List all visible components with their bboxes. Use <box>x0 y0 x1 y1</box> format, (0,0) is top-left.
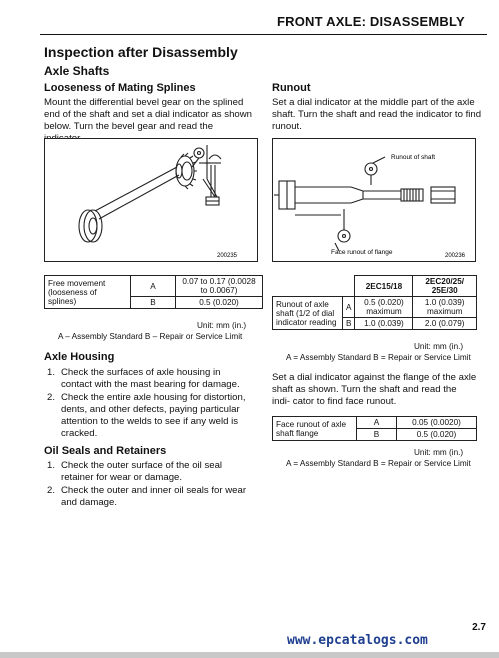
runout-table-b-1: 1.0 (0.039) <box>355 318 413 330</box>
bottom-bar <box>0 652 499 658</box>
page-number: 2.7 <box>472 622 486 633</box>
splines-text: Mount the differential bevel gear on the splined end of the shaft and set a dial indicator as shown below. Turn the bevel gear and read the <box>44 97 252 132</box>
runout-table-a-2: 1.0 (0.039) maximum <box>413 297 477 318</box>
face-runout-table <box>272 416 477 441</box>
legend-note-left: A – Assembly Standard B – Repair or Service Limit <box>58 332 243 341</box>
runout-heading: Runout <box>272 82 311 94</box>
axle-housing-heading: Axle Housing <box>44 351 115 363</box>
label-face-runout: Face runout of flange <box>331 249 393 256</box>
footer-url-link[interactable]: www.epcatalogs.com <box>287 633 428 648</box>
page-title: Inspection after Disassembly <box>44 44 238 60</box>
oil-seals-heading: Oil Seals and Retainers <box>44 445 167 457</box>
runout-table-key-a: A <box>343 297 355 318</box>
runout-illustration <box>273 139 475 261</box>
axle-spline-illustration <box>45 139 257 261</box>
label-runout-of-shaft: Runout of shaft <box>391 154 436 161</box>
axle-shafts-heading: Axle Shafts <box>44 64 110 78</box>
runout-table-a-1: 0.5 (0.020) maximum <box>355 297 413 318</box>
list-item: 1. Check the surfaces of axle housing in contact with the mast bearing for damage. <box>47 367 240 390</box>
runout-table-key-b: B <box>343 318 355 330</box>
face-runout-table-value-b: 0.5 (0.020) <box>397 429 477 441</box>
list-item: 2. Check the outer and inner oil seals for wear and damage. <box>47 485 247 508</box>
splines-table-label: Free movement (looseness of splines) <box>45 276 131 309</box>
runout-table-b-2: 2.0 (0.079) <box>413 318 477 330</box>
section-header: FRONT AXLE: DISASSEMBLY <box>277 14 465 29</box>
unit-note-right-1: Unit: mm (in.) <box>414 342 464 351</box>
splines-table-key-a: A <box>131 276 176 297</box>
unit-note-right-2: Unit: mm (in.) <box>414 448 464 457</box>
splines-table-value-b: 0.5 (0.020) <box>176 297 263 309</box>
face-runout-table-key-a: A <box>357 417 397 429</box>
splines-table-value-a: 0.07 to 0.17 (0.0028 to 0.0067) <box>176 276 263 297</box>
face-runout-table-label: Face runout of axle shaft flange <box>273 417 357 441</box>
legend-note-right-2: A = Assembly Standard B = Repair or Service Limit <box>286 459 471 468</box>
splines-heading: Looseness of Mating Splines <box>44 82 196 94</box>
runout-table-label: Runout of axle shaft (1/2 of dial indicator reading <box>273 297 343 330</box>
axle-housing-list <box>46 367 254 441</box>
list-item: 1. Check the outer surface of the oil seal retainer for wear or damage. <box>47 460 223 483</box>
runout-figure <box>272 138 476 262</box>
flange-text: Set a dial indicator against the flange of the axle shaft as shown. Turn the shaft and read the indi- cator to find face runout. <box>272 372 477 407</box>
face-runout-table-key-b: B <box>357 429 397 441</box>
spline-figure <box>44 138 258 262</box>
splines-table <box>44 275 263 309</box>
splines-table-key-b: B <box>131 297 176 309</box>
oil-seals-list <box>46 460 254 510</box>
runout-table <box>272 275 477 330</box>
figure-number: 200235 <box>217 253 238 259</box>
face-runout-table-value-a: 0.05 (0.0020) <box>397 417 477 429</box>
unit-note-left: Unit: mm (in.) <box>197 321 247 330</box>
runout-text: Set a dial indicator at the middle part of the axle shaft. Turn the shaft and read the indicator to find runout. <box>272 97 482 132</box>
runout-table-col1: 2EC15/18 <box>355 276 413 297</box>
legend-note-right-1: A = Assembly Standard B = Repair or Service Limit <box>286 353 471 362</box>
list-item: 2. Check the entire axle housing for distortion, dents, and other defects, paying particular attention to the welds to see if any weld is cracked. <box>47 392 246 439</box>
header-rule <box>40 34 487 35</box>
figure-number: 200236 <box>445 253 466 259</box>
runout-table-col2: 2EC20/25/ 25E/30 <box>413 276 477 297</box>
